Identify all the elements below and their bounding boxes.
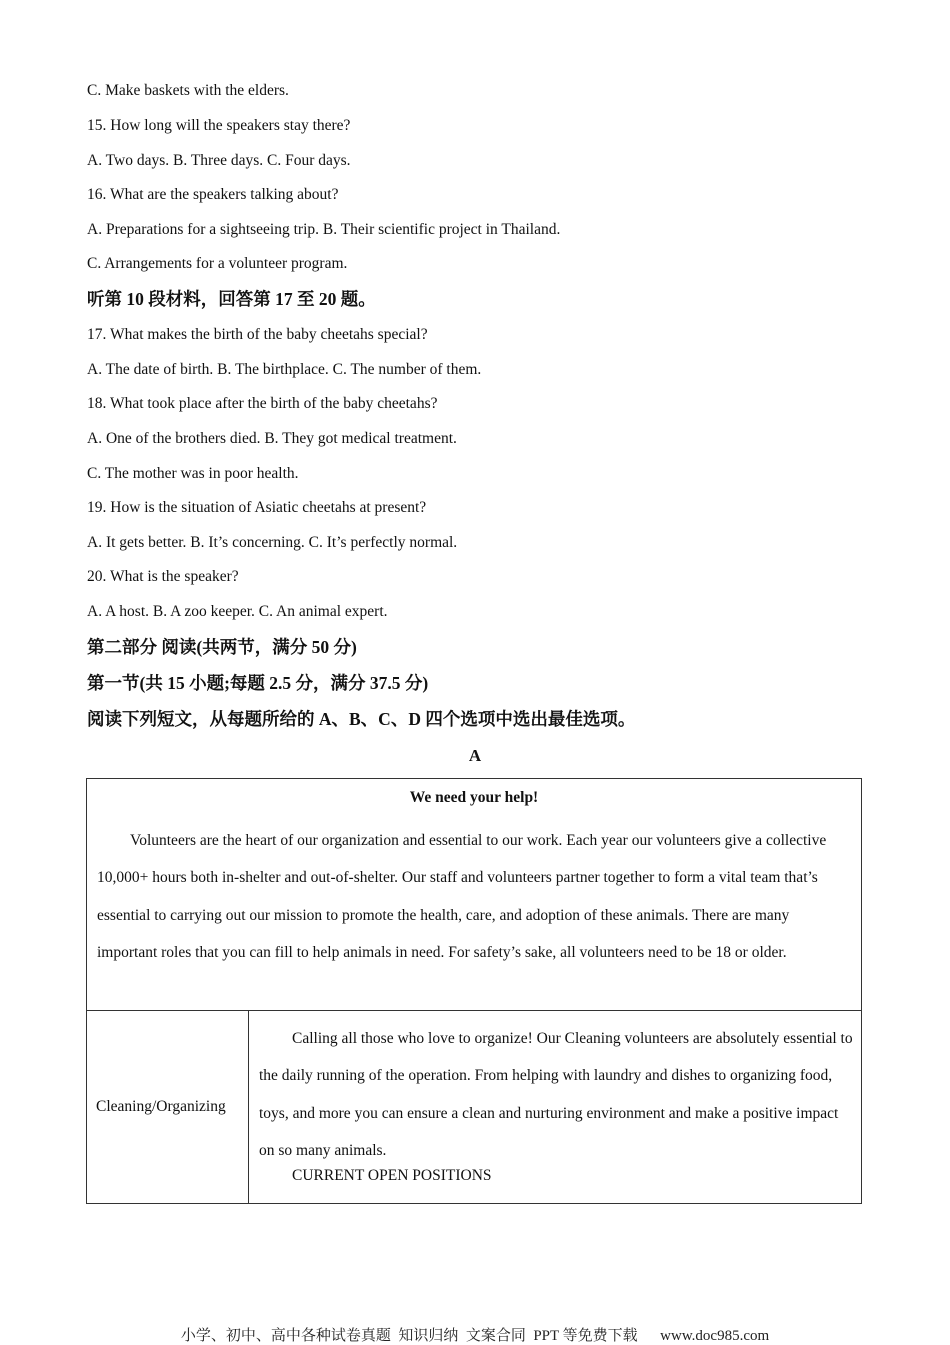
role-label: Cleaning/Organizing — [96, 1098, 226, 1115]
question-16: 16. What are the speakers talking about? — [87, 186, 339, 203]
passage-table — [86, 778, 862, 1204]
options-18-c: C. The mother was in poor health. — [87, 465, 299, 482]
passage-intro-cell — [87, 779, 861, 1011]
question-19: 19. How is the situation of Asiatic cheetahs at present? — [87, 499, 427, 516]
reading-part-heading: 第二部分 阅读(共两节，满分 50 分) — [87, 637, 357, 657]
option-line: C. Make baskets with the elders. — [87, 82, 289, 99]
passage-title: We need your help! — [409, 789, 539, 806]
options-20: A. A host. B. A zoo keeper. C. An animal expert. — [87, 603, 388, 620]
options-16-ab: A. Preparations for a sightseeing trip. B. Their scientific project in Thailand. — [87, 221, 561, 238]
question-17: 17. What makes the birth of the baby cheetahs special? — [87, 326, 428, 343]
role-subheading: CURRENT OPEN POSITIONS — [292, 1167, 492, 1185]
options-16-c: C. Arrangements for a volunteer program. — [87, 255, 348, 272]
options-18-ab: A. One of the brothers died. B. They got medical treatment. — [87, 430, 457, 447]
passage-letter: A — [468, 746, 482, 765]
question-18: 18. What took place after the birth of the baby cheetahs? — [87, 395, 438, 412]
options-15: A. Two days. B. Three days. C. Four days. — [87, 152, 351, 169]
question-20: 20. What is the speaker? — [87, 568, 239, 585]
options-19: A. It gets better. B. It’s concerning. C. It’s perfectly normal. — [87, 534, 458, 551]
page-footer: 小学、初中、高中各种试卷真题 知识归纳 文案合同 PPT 等免费下载 www.doc985.com — [180, 1328, 770, 1344]
section-10-heading: 听第 10 段材料，回答第 17 至 20 题。 — [87, 289, 376, 309]
role-label-cell — [87, 1011, 249, 1203]
role-description: Calling all those who love to organize! Our Cleaning volunteers are absolutely essential to the daily running of the operation. From helping with laundry and dishes to organizing food, toys, and more you can ensure a clean and nurturing environment and make a positive impact on so many animals. — [259, 1030, 853, 1159]
role-description-cell — [259, 1020, 855, 1186]
reading-section-heading: 第一节(共 15 小题;每题 2.5 分，满分 37.5 分) — [87, 673, 429, 693]
question-15: 15. How long will the speakers stay there? — [87, 117, 351, 134]
options-17: A. The date of birth. B. The birthplace. C. The number of them. — [87, 361, 482, 378]
reading-instructions: 阅读下列短文，从每题所给的 A、B、C、D 四个选项中选出最佳选项。 — [87, 709, 636, 729]
passage-intro: Volunteers are the heart of our organization and essential to our work. Each year our volunteers give a collective 10,000+ hours both in-shelter and out-of-shelter. Our staff and volunteers partner together to form a vital team that’s essential to carrying out our mission to promote the health, care, and adoption of these animals. There are many important roles that you can fill to help animals in need. For safety’s sake, all volunteers need to be 18 or older. — [97, 832, 827, 961]
